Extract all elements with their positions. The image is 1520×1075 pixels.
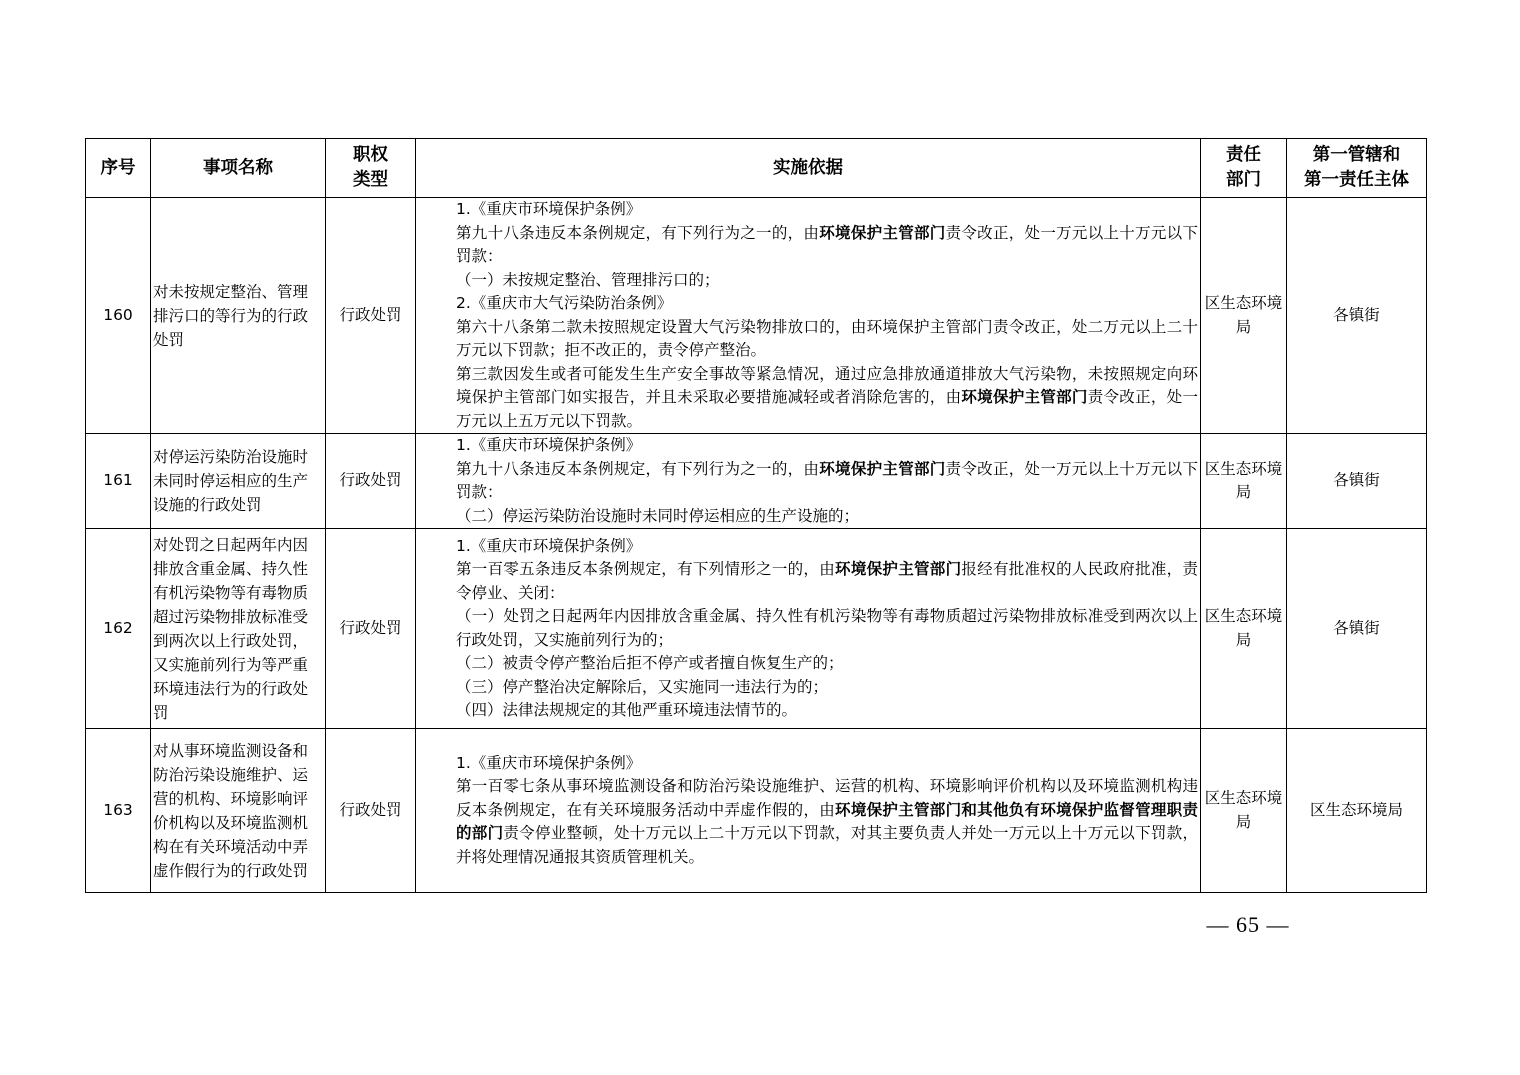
- row-item-name: 对停运污染防治设施时未同时停运相应的生产设施的行政处罚: [151, 434, 326, 529]
- row-item-name: 对处罚之日起两年内因排放含重金属、持久性有机污染物等有毒物质超过污染物排放标准受到两次以上行政处罚，又实施前列行为等严重环境违法行为的行政处罚: [151, 529, 326, 729]
- basis-line: 1.《重庆市环境保护条例》: [456, 753, 642, 772]
- row-subject: 区生态环境局: [1287, 729, 1427, 893]
- row-subject: 各镇街: [1287, 198, 1427, 434]
- row-power-type: 行政处罚: [326, 434, 416, 529]
- table-header-row: [86, 139, 1427, 198]
- basis-bold-text: 环境保护主管部门: [835, 560, 962, 578]
- basis-text: 第一百零七条从事环境监测设备和防治污染设施维护、运营的机构、环境影响评价机构以及环境监测机构违反本条例规定，在有关环境服务活动中弄虚作假的，由: [456, 777, 1198, 819]
- basis-line: （二）停运污染防治设施时未同时停运相应的生产设施的；: [456, 506, 860, 525]
- basis-text: 第九十八条违反本条例规定，有下列行为之一的，由: [456, 223, 820, 242]
- basis-paragraph: [418, 775, 1198, 869]
- row-dept: 区生态环境局: [1201, 434, 1287, 529]
- basis-line: 1.《重庆市环境保护条例》: [456, 200, 642, 218]
- page-number: — 65 —: [1206, 912, 1290, 937]
- header-subject-line1: 第一管辖和: [1312, 145, 1401, 165]
- header-subject-line2: 第一责任主体: [1304, 170, 1409, 190]
- basis-bold-text: 环境保护主管部门: [819, 459, 946, 478]
- basis-text: 第九十八条违反本条例规定，有下列行为之一的，由: [456, 459, 820, 478]
- header-subject: [1287, 139, 1427, 198]
- basis-paragraph: 第六十八条第二款未按照规定设置大气污染物排放口的，由环境保护主管部门责令改正，处二万元以上二十万元以下罚款；拒不改正的，责令停产整治。: [456, 317, 1198, 359]
- basis-line: （一）未按规定整治、管理排污口的；: [456, 270, 720, 289]
- basis-text: 第三款因发生或者可能发生生产安全事故等紧急情况，通过应急排放通道排放大气污染物，未按照规定向环境保护主管部门如实报告，并且未采取必要措施减轻或者消除危害的，由: [456, 364, 1198, 406]
- row-subject: 各镇街: [1287, 434, 1427, 529]
- row-seq: 161: [86, 434, 151, 529]
- header-power-type-line1: 职权: [353, 145, 388, 165]
- basis-line: 1.《重庆市环境保护条例》: [456, 536, 642, 555]
- row-seq: 163: [86, 729, 151, 893]
- basis-text: 责令改正，处一万元以上十万元以下罚款：: [456, 459, 1198, 501]
- row-dept: 区生态环境局: [1201, 729, 1287, 893]
- basis-text: 责令停业整顿，处十万元以上二十万元以下罚款，对其主要负责人并处一万元以上十万元以下罚款，并将处理情况通报其资质管理机关。: [456, 824, 1198, 866]
- header-dept-line1: 责任: [1226, 145, 1261, 165]
- basis-paragraph: [418, 363, 1198, 434]
- basis-paragraph: [418, 222, 1198, 269]
- basis-paragraph: [418, 558, 1198, 605]
- basis-bold-text: 环境保护主管部门: [819, 223, 946, 242]
- basis-text: 责令改正，处一万元以上五万元以下罚款。: [456, 388, 1198, 430]
- row-basis: [416, 529, 1201, 729]
- basis-text: 第一百零五条违反本条例规定，有下列情形之一的，由: [456, 560, 836, 578]
- header-item-name: 事项名称: [151, 139, 326, 198]
- table-row: [86, 198, 1427, 434]
- enforcement-table: [85, 138, 1427, 893]
- basis-paragraph: [418, 458, 1198, 505]
- basis-text: 责令改正，处一万元以上十万元以下罚款：: [456, 223, 1198, 265]
- basis-line: 2.《重庆市大气污染防治条例》: [456, 294, 673, 312]
- basis-bold-text: 环境保护主管部门和其他负有环境保护监督管理职责的部门: [456, 800, 1198, 843]
- row-item-name: 对未按规定整治、管理排污口的等行为的行政处罚: [151, 198, 326, 434]
- header-dept-line2: 部门: [1226, 170, 1261, 190]
- row-power-type: 行政处罚: [326, 529, 416, 729]
- basis-line: （四）法律法规规定的其他严重环境违法情节的。: [456, 701, 798, 719]
- basis-paragraph: （一）处罚之日起两年内因排放含重金属、持久性有机污染物等有毒物质超过污染物排放标准受到两次以上行政处罚，又实施前列行为的；: [456, 607, 1198, 649]
- basis-line: （二）被责令停产整治后拒不停产或者擅自恢复生产的；: [456, 654, 844, 672]
- row-basis: [416, 729, 1201, 893]
- row-power-type: 行政处罚: [326, 729, 416, 893]
- row-power-type: 行政处罚: [326, 198, 416, 434]
- header-power-type: [326, 139, 416, 198]
- row-basis: [416, 434, 1201, 529]
- header-dept: [1201, 139, 1287, 198]
- row-item-name: 对从事环境监测设备和防治污染设施维护、运营的机构、环境影响评价机构以及环境监测机构在有关环境活动中弄虚作假行为的行政处罚: [151, 729, 326, 893]
- row-subject: 各镇街: [1287, 529, 1427, 729]
- row-basis: [416, 198, 1201, 434]
- table-row: [86, 529, 1427, 729]
- basis-text: 报经有批准权的人民政府批准，责令停业、关闭：: [456, 560, 1198, 602]
- header-seq: 序号: [86, 139, 151, 198]
- basis-line: （三）停产整治决定解除后，又实施同一违法行为的；: [456, 677, 829, 696]
- basis-line: 1.《重庆市环境保护条例》: [456, 436, 642, 454]
- table-row: [86, 434, 1427, 529]
- row-seq: 160: [86, 198, 151, 434]
- row-seq: 162: [86, 529, 151, 729]
- header-power-type-line2: 类型: [353, 170, 388, 190]
- row-dept: 区生态环境局: [1201, 198, 1287, 434]
- header-basis: 实施依据: [416, 139, 1201, 198]
- table-row: [86, 729, 1427, 893]
- row-dept: 区生态环境局: [1201, 529, 1287, 729]
- basis-bold-text: 环境保护主管部门: [961, 388, 1088, 406]
